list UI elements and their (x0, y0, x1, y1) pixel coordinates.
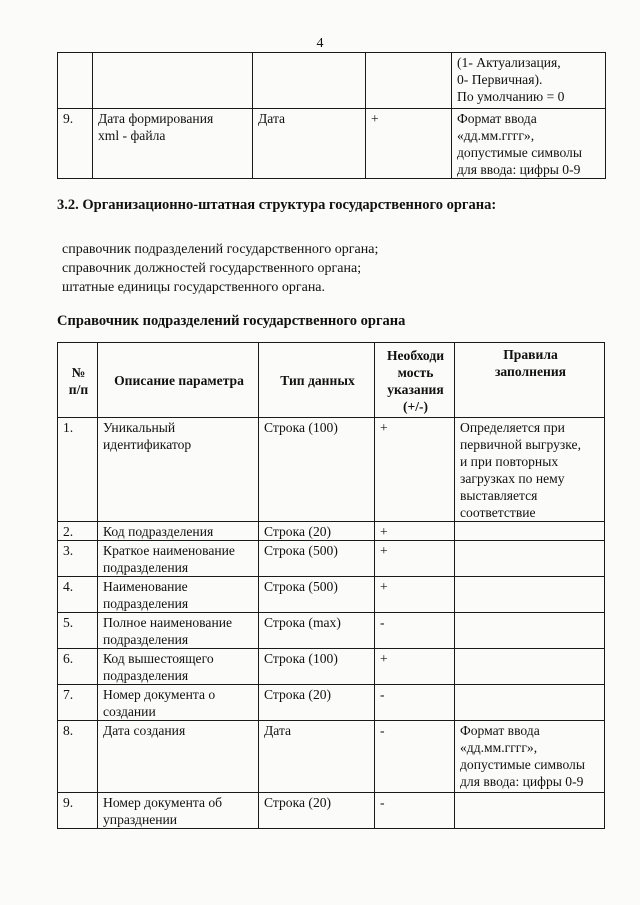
table-row (58, 109, 606, 179)
cell-num: 2. (58, 522, 98, 541)
cell-required: + (375, 649, 455, 685)
cell-param: Уникальный идентификатор (98, 418, 259, 522)
cell-required: + (366, 109, 452, 179)
cell-num: 4. (58, 577, 98, 613)
cell-param: Номер документа об упразднении (98, 793, 259, 829)
cell-type: Строка (100) (259, 649, 375, 685)
cell-type: Дата (259, 721, 375, 793)
table-row (58, 522, 605, 541)
cell-param: Дата создания (98, 721, 259, 793)
cell-rules (455, 541, 605, 577)
cell-num (58, 53, 93, 109)
cell-required: + (375, 418, 455, 522)
table-row (58, 613, 605, 649)
cell-param: Код вышестоящего подразделения (98, 649, 259, 685)
table-row (58, 541, 605, 577)
list-item: справочник подразделений государственного органа; (62, 242, 379, 257)
cell-num: 5. (58, 613, 98, 649)
header-type: Тип данных (259, 343, 375, 418)
cell-rules (455, 649, 605, 685)
cell-required: - (375, 685, 455, 721)
list-item: штатные единицы государственного органа. (62, 280, 326, 295)
cell-param: Наименование подразделения (98, 577, 259, 613)
cell-rules (455, 685, 605, 721)
header-num: № п/п (58, 343, 98, 418)
cell-num: 9. (58, 109, 93, 179)
cell-num: 8. (58, 721, 98, 793)
cell-required: - (375, 721, 455, 793)
cell-required: - (375, 613, 455, 649)
cell-required: + (375, 522, 455, 541)
cell-required: + (375, 577, 455, 613)
section-heading: 3.2. Организационно-штатная структура государственного органа: (57, 197, 497, 213)
subdivisions-table (57, 342, 605, 829)
cell-param: Код подразделения (98, 522, 259, 541)
cell-num: 7. (58, 685, 98, 721)
page-number: 4 (316, 36, 324, 51)
cell-type: Строка (500) (259, 541, 375, 577)
cell-type: Дата (253, 109, 366, 179)
table-row (58, 418, 605, 522)
table-row (58, 577, 605, 613)
cell-required (366, 53, 452, 109)
table-row (58, 53, 606, 109)
header-required: Необходи мость указания (+/-) (375, 343, 455, 418)
cell-num: 3. (58, 541, 98, 577)
cell-type: Строка (500) (259, 577, 375, 613)
table-row (58, 793, 605, 829)
cell-required: - (375, 793, 455, 829)
cell-num: 9. (58, 793, 98, 829)
cell-type: Строка (20) (259, 793, 375, 829)
cell-required: + (375, 541, 455, 577)
top-table-body (58, 53, 606, 179)
cell-num: 1. (58, 418, 98, 522)
cell-rules: Определяется при первичной выгрузке, и при повторных загрузках по нему выставляется соответствие (455, 418, 605, 522)
table-row (58, 685, 605, 721)
cell-param (93, 53, 253, 109)
cell-rules (455, 522, 605, 541)
cell-rules: Формат ввода «дд.мм.гггг», допустимые символы для ввода: цифры 0-9 (455, 721, 605, 793)
cell-param: Номер документа о создании (98, 685, 259, 721)
cell-type: Строка (max) (259, 613, 375, 649)
cell-rules (455, 793, 605, 829)
cell-rules: (1- Актуализация, 0- Первичная). По умолчанию = 0 (452, 53, 606, 109)
cell-rules: Формат ввода «дд.мм.гггг», допустимые символы для ввода: цифры 0-9 (452, 109, 606, 179)
table-title: Справочник подразделений государственного органа (57, 313, 406, 329)
cell-param: Дата формирования xml - файла (93, 109, 253, 179)
cell-type: Строка (20) (259, 522, 375, 541)
cell-type: Строка (20) (259, 685, 375, 721)
list-item: справочник должностей государственного органа; (62, 261, 362, 276)
cell-num: 6. (58, 649, 98, 685)
cell-param: Краткое наименование подразделения (98, 541, 259, 577)
subdivisions-table-body (58, 418, 605, 829)
table-row (58, 721, 605, 793)
table-row (58, 649, 605, 685)
cell-rules (455, 577, 605, 613)
cell-type (253, 53, 366, 109)
header-rules: Правила заполнения (455, 343, 605, 418)
header-row (58, 343, 605, 418)
top-table (57, 52, 606, 179)
cell-type: Строка (100) (259, 418, 375, 522)
header-param: Описание параметра (98, 343, 259, 418)
cell-param: Полное наименование подразделения (98, 613, 259, 649)
cell-rules (455, 613, 605, 649)
